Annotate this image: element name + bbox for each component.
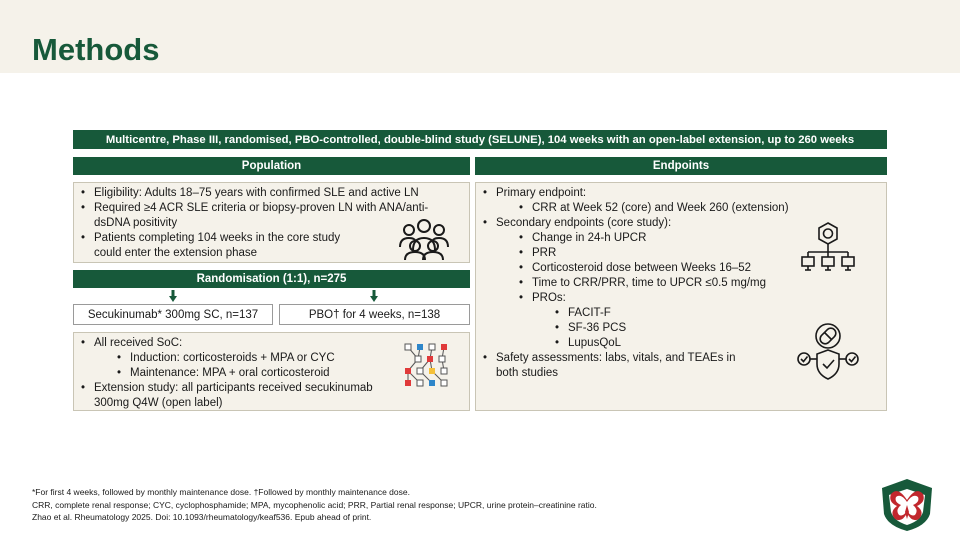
footnotes: [32, 486, 597, 524]
placebo-arm: PBO† for 4 weeks, n=138: [279, 304, 470, 325]
population-bullet: • Patients completing 104 weeks in the core study could enter the extension phase: [94, 231, 364, 261]
down-arrow-icon: [370, 290, 378, 302]
down-arrow-icon: [169, 290, 177, 302]
soc-sub-bullet: • Induction: corticosteroids + MPA or CYC: [130, 351, 469, 366]
footnote-line: CRR, complete renal response; CYC, cyclophosphamide; MPA, mycophenolic acid; PRR, Partial renal response; UPCR, urine protein–creatinine ratio.: [32, 499, 597, 510]
soc-bullet: • All received SoC:: [94, 336, 469, 351]
footnote-line: *For first 4 weeks, followed by monthly maintenance dose. †Followed by monthly maintenance dose.: [32, 487, 410, 497]
secondary-endpoint-item: • Time to CRR/PRR, time to UPCR ≤0.5 mg/mg: [532, 276, 886, 291]
population-header: Population: [73, 157, 470, 175]
population-bullet: • Required ≥4 ACR SLE criteria or biopsy-proven LN with ANA/anti-dsDNA positivity: [94, 201, 454, 231]
secondary-endpoint-item: • PRR: [532, 246, 886, 261]
endpoints-header: Endpoints: [475, 157, 887, 175]
primary-endpoint-detail: • CRR at Week 52 (core) and Week 260 (extension): [532, 201, 886, 216]
pro-item: • LupusQoL: [568, 336, 886, 351]
endpoints-panel: [475, 182, 887, 411]
pro-item: • FACIT-F: [568, 306, 886, 321]
secondary-endpoints: • Secondary endpoints (core study):: [496, 216, 886, 231]
network-graph-icon: [404, 343, 450, 389]
footnote-line: Zhao et al. Rheumatology 2025. Doi: 10.1093/rheumatology/keaf536. Epub ahead of print.: [32, 512, 372, 522]
pill-shield-check-icon: [796, 319, 860, 383]
safety-assessments: • Safety assessments: labs, vitals, and TEAEs in both studies: [496, 351, 761, 381]
pro-item: • SF-36 PCS: [568, 321, 886, 336]
population-panel: [73, 182, 470, 263]
company-logo: [880, 478, 934, 532]
soc-sub-bullet: • Maintenance: MPA + oral corticosteroid: [130, 366, 469, 381]
people-group-icon: [397, 217, 451, 261]
soc-bullet: • Extension study: all participants received secukinumab 300mg Q4W (open label): [94, 381, 394, 411]
secukinumab-arm: Secukinumab* 300mg SC, n=137: [73, 304, 273, 325]
secondary-endpoint-item: • Corticosteroid dose between Weeks 16–52: [532, 261, 886, 276]
secondary-endpoint-item: • Change in 24-h UPCR: [532, 231, 886, 246]
primary-endpoint: • Primary endpoint:: [496, 186, 886, 201]
randomisation-header: Randomisation (1:1), n=275: [73, 270, 470, 288]
gear-network-icon: [800, 221, 856, 273]
secondary-endpoint-item: • PROs:: [532, 291, 886, 306]
page-title: Methods: [32, 32, 160, 67]
soc-panel: [73, 332, 470, 411]
study-banner: Multicentre, Phase III, randomised, PBO-controlled, double-blind study (SELUNE), 104 weeks with an open-label extension, up to 260 weeks: [73, 130, 887, 149]
population-bullet: • Eligibility: Adults 18–75 years with confirmed SLE and active LN: [94, 186, 454, 201]
